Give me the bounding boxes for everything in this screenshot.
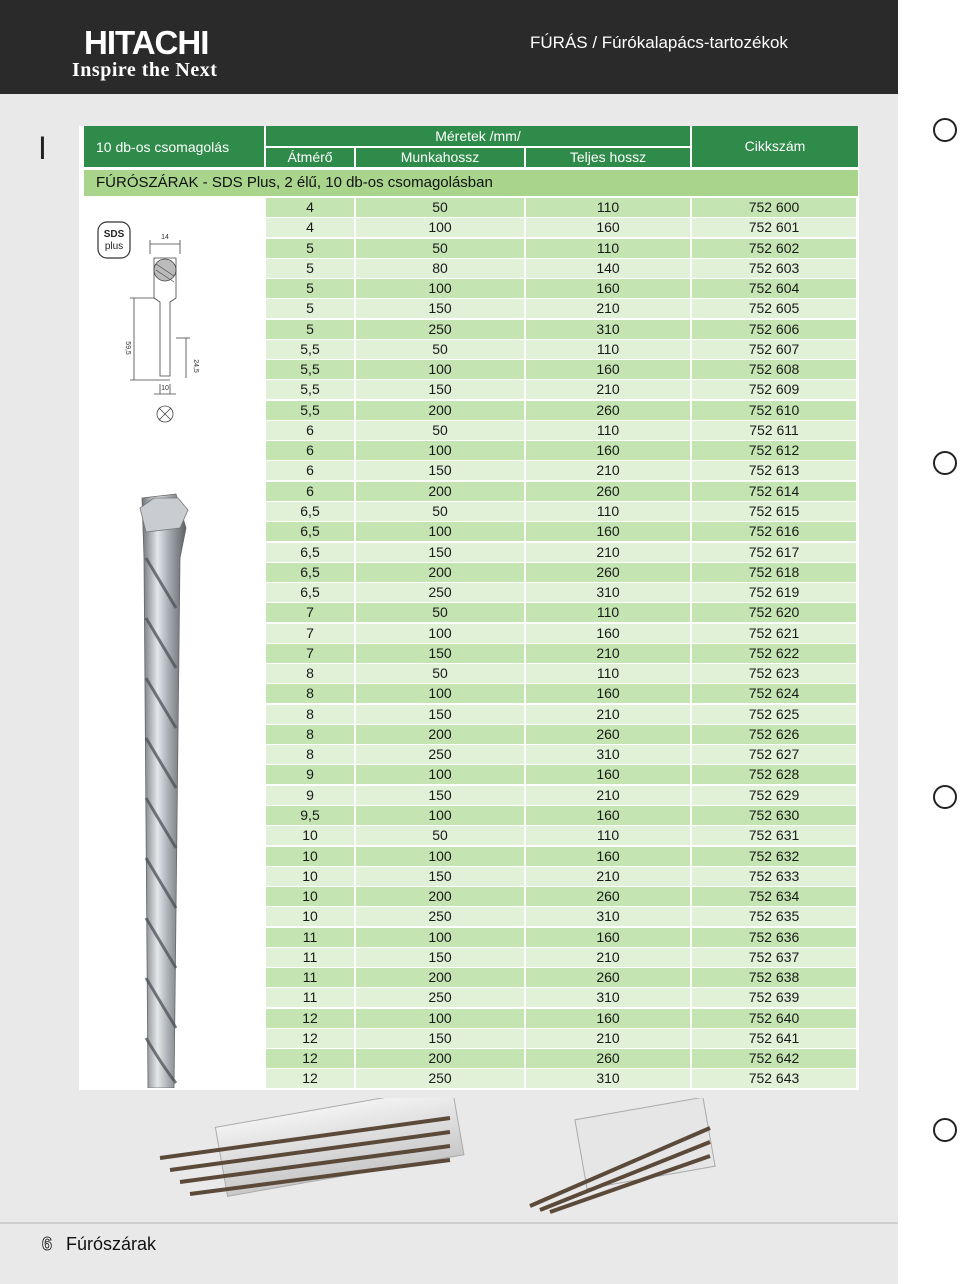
table-row bbox=[266, 1029, 858, 1048]
cell-diameter: 12 bbox=[266, 1049, 354, 1068]
cell-diameter: 6,5 bbox=[266, 543, 354, 562]
table-row bbox=[266, 1009, 858, 1028]
table-row bbox=[266, 380, 858, 399]
cell-diameter: 6,5 bbox=[266, 502, 354, 521]
table-row bbox=[266, 907, 858, 926]
cell-diameter: 10 bbox=[266, 847, 354, 866]
table-row bbox=[266, 482, 858, 501]
table-row bbox=[266, 1069, 858, 1088]
cell-diameter: 10 bbox=[266, 826, 354, 845]
cell-diameter: 11 bbox=[266, 988, 354, 1007]
table-row bbox=[266, 847, 858, 866]
table-row bbox=[266, 502, 858, 521]
cell-article: 752 625 bbox=[692, 705, 856, 724]
cell-diameter: 5 bbox=[266, 299, 354, 318]
cell-total-length: 160 bbox=[526, 522, 690, 541]
dim-label-top: 14 bbox=[161, 234, 169, 241]
cell-article: 752 622 bbox=[692, 644, 856, 663]
product-photo-right bbox=[520, 1098, 720, 1216]
cell-working-length: 100 bbox=[356, 806, 524, 825]
cell-working-length: 250 bbox=[356, 745, 524, 764]
sds-badge-line1: SDS bbox=[103, 229, 125, 240]
table-row bbox=[266, 218, 858, 237]
table-row bbox=[266, 928, 858, 947]
cell-total-length: 260 bbox=[526, 887, 690, 906]
cell-working-length: 100 bbox=[356, 928, 524, 947]
cell-diameter: 6 bbox=[266, 441, 354, 460]
cell-article: 752 610 bbox=[692, 401, 856, 420]
table-row bbox=[266, 340, 858, 359]
cell-working-length: 150 bbox=[356, 867, 524, 886]
cell-total-length: 140 bbox=[526, 259, 690, 278]
cell-diameter: 12 bbox=[266, 1009, 354, 1028]
cell-total-length: 260 bbox=[526, 563, 690, 582]
cell-total-length: 110 bbox=[526, 826, 690, 845]
cell-total-length: 310 bbox=[526, 988, 690, 1007]
cell-working-length: 50 bbox=[356, 826, 524, 845]
cell-working-length: 100 bbox=[356, 847, 524, 866]
cell-working-length: 150 bbox=[356, 461, 524, 480]
cell-article: 752 628 bbox=[692, 765, 856, 784]
table-row bbox=[266, 239, 858, 258]
cell-diameter: 9 bbox=[266, 765, 354, 784]
cell-article: 752 640 bbox=[692, 1009, 856, 1028]
cell-total-length: 260 bbox=[526, 482, 690, 501]
cell-total-length: 260 bbox=[526, 1049, 690, 1068]
col-header-total-length: Teljes hossz bbox=[526, 148, 690, 167]
cell-article: 752 613 bbox=[692, 461, 856, 480]
binder-hole-icon bbox=[933, 785, 957, 809]
cell-total-length: 260 bbox=[526, 725, 690, 744]
cell-article: 752 632 bbox=[692, 847, 856, 866]
table-row bbox=[266, 461, 858, 480]
cell-working-length: 150 bbox=[356, 644, 524, 663]
table-row bbox=[266, 867, 858, 886]
cell-article: 752 607 bbox=[692, 340, 856, 359]
cell-working-length: 100 bbox=[356, 441, 524, 460]
cell-total-length: 210 bbox=[526, 948, 690, 967]
cell-article: 752 637 bbox=[692, 948, 856, 967]
cell-diameter: 5,5 bbox=[266, 360, 354, 379]
table-row bbox=[266, 360, 858, 379]
cell-working-length: 150 bbox=[356, 786, 524, 805]
table-row bbox=[266, 968, 858, 987]
table-row bbox=[266, 624, 858, 643]
table-row bbox=[266, 543, 858, 562]
product-table bbox=[266, 198, 858, 1090]
cell-article: 752 616 bbox=[692, 522, 856, 541]
table-row bbox=[266, 765, 858, 784]
cell-total-length: 160 bbox=[526, 360, 690, 379]
pack-label: 10 db-os csomagolás bbox=[84, 126, 264, 167]
col-header-article: Cikkszám bbox=[692, 126, 858, 167]
cell-diameter: 9 bbox=[266, 786, 354, 805]
cell-diameter: 5 bbox=[266, 279, 354, 298]
cell-article: 752 601 bbox=[692, 218, 856, 237]
cell-total-length: 310 bbox=[526, 745, 690, 764]
cell-total-length: 210 bbox=[526, 786, 690, 805]
cell-working-length: 50 bbox=[356, 421, 524, 440]
cell-working-length: 150 bbox=[356, 705, 524, 724]
table-row bbox=[266, 279, 858, 298]
cell-working-length: 100 bbox=[356, 522, 524, 541]
cell-working-length: 100 bbox=[356, 218, 524, 237]
cell-working-length: 200 bbox=[356, 563, 524, 582]
cell-total-length: 260 bbox=[526, 401, 690, 420]
cell-working-length: 100 bbox=[356, 684, 524, 703]
drill-pack-photo-left bbox=[160, 1098, 464, 1196]
cell-working-length: 50 bbox=[356, 340, 524, 359]
cell-article: 752 615 bbox=[692, 502, 856, 521]
cell-total-length: 160 bbox=[526, 684, 690, 703]
cell-article: 752 612 bbox=[692, 441, 856, 460]
table-row bbox=[266, 320, 858, 339]
cell-diameter: 9,5 bbox=[266, 806, 354, 825]
cell-diameter: 7 bbox=[266, 603, 354, 622]
section-heading: FÚRÁS / Fúrókalapács-tartozékok bbox=[530, 33, 788, 52]
cell-diameter: 8 bbox=[266, 725, 354, 744]
cell-total-length: 160 bbox=[526, 1009, 690, 1028]
cell-diameter: 6 bbox=[266, 482, 354, 501]
cell-diameter: 5,5 bbox=[266, 401, 354, 420]
cell-working-length: 250 bbox=[356, 907, 524, 926]
table-row bbox=[266, 826, 858, 845]
cell-article: 752 620 bbox=[692, 603, 856, 622]
table-row bbox=[266, 1049, 858, 1068]
binder-hole-icon bbox=[933, 451, 957, 475]
cell-article: 752 609 bbox=[692, 380, 856, 399]
table-row bbox=[266, 259, 858, 278]
col-header-working-length: Munkahossz bbox=[356, 148, 524, 167]
cell-article: 752 634 bbox=[692, 887, 856, 906]
cell-total-length: 210 bbox=[526, 705, 690, 724]
cell-total-length: 210 bbox=[526, 543, 690, 562]
cell-diameter: 10 bbox=[266, 887, 354, 906]
cell-article: 752 600 bbox=[692, 198, 856, 217]
cell-article: 752 611 bbox=[692, 421, 856, 440]
cell-diameter: 4 bbox=[266, 218, 354, 237]
page-header bbox=[0, 0, 898, 94]
cell-diameter: 7 bbox=[266, 644, 354, 663]
cell-total-length: 160 bbox=[526, 624, 690, 643]
binder-hole-icon bbox=[933, 1118, 957, 1142]
cell-working-length: 50 bbox=[356, 664, 524, 683]
table-row bbox=[266, 786, 858, 805]
cell-total-length: 310 bbox=[526, 583, 690, 602]
chapter-letter: I bbox=[38, 130, 47, 166]
cell-article: 752 605 bbox=[692, 299, 856, 318]
table-row bbox=[266, 198, 858, 217]
cell-article: 752 608 bbox=[692, 360, 856, 379]
drill-bit-illustration bbox=[84, 198, 264, 1088]
cell-article: 752 624 bbox=[692, 684, 856, 703]
cell-article: 752 602 bbox=[692, 239, 856, 258]
cell-working-length: 50 bbox=[356, 603, 524, 622]
page-number: 6 bbox=[42, 1234, 53, 1254]
cell-total-length: 160 bbox=[526, 218, 690, 237]
table-row bbox=[266, 441, 858, 460]
cell-total-length: 210 bbox=[526, 1029, 690, 1048]
table-row bbox=[266, 401, 858, 420]
cell-diameter: 5 bbox=[266, 320, 354, 339]
cell-working-length: 50 bbox=[356, 502, 524, 521]
cell-article: 752 639 bbox=[692, 988, 856, 1007]
table-row bbox=[266, 603, 858, 622]
cell-working-length: 100 bbox=[356, 765, 524, 784]
cell-working-length: 200 bbox=[356, 968, 524, 987]
cell-total-length: 160 bbox=[526, 441, 690, 460]
cell-diameter: 5,5 bbox=[266, 380, 354, 399]
cell-article: 752 617 bbox=[692, 543, 856, 562]
table-row bbox=[266, 948, 858, 967]
cell-working-length: 250 bbox=[356, 1069, 524, 1088]
cell-working-length: 100 bbox=[356, 1009, 524, 1028]
cell-article: 752 626 bbox=[692, 725, 856, 744]
cell-article: 752 606 bbox=[692, 320, 856, 339]
cell-article: 752 619 bbox=[692, 583, 856, 602]
cell-diameter: 6,5 bbox=[266, 583, 354, 602]
table-row bbox=[266, 745, 858, 764]
cell-working-length: 100 bbox=[356, 624, 524, 643]
cell-article: 752 643 bbox=[692, 1069, 856, 1088]
cell-article: 752 614 bbox=[692, 482, 856, 501]
dim-label-left: 59,5 bbox=[124, 341, 131, 355]
cell-total-length: 310 bbox=[526, 907, 690, 926]
table-row bbox=[266, 664, 858, 683]
table-row bbox=[266, 806, 858, 825]
cell-total-length: 210 bbox=[526, 461, 690, 480]
product-section-title: FÚRÓSZÁRAK - SDS Plus, 2 élű, 10 db-os csomagolásban bbox=[84, 170, 858, 196]
cell-total-length: 160 bbox=[526, 806, 690, 825]
dim-label-bottom: 10 bbox=[161, 385, 169, 392]
cell-working-length: 150 bbox=[356, 543, 524, 562]
cell-total-length: 160 bbox=[526, 928, 690, 947]
cell-working-length: 200 bbox=[356, 725, 524, 744]
cell-article: 752 642 bbox=[692, 1049, 856, 1068]
cell-article: 752 603 bbox=[692, 259, 856, 278]
cell-working-length: 200 bbox=[356, 887, 524, 906]
table-row bbox=[266, 522, 858, 541]
cell-working-length: 200 bbox=[356, 1049, 524, 1068]
cell-diameter: 8 bbox=[266, 664, 354, 683]
cell-working-length: 150 bbox=[356, 948, 524, 967]
cell-total-length: 260 bbox=[526, 968, 690, 987]
cell-total-length: 110 bbox=[526, 664, 690, 683]
cell-diameter: 5 bbox=[266, 239, 354, 258]
cell-diameter: 11 bbox=[266, 968, 354, 987]
table-row bbox=[266, 887, 858, 906]
cell-diameter: 5,5 bbox=[266, 340, 354, 359]
cell-diameter: 12 bbox=[266, 1029, 354, 1048]
binder-margin bbox=[898, 0, 960, 1284]
cell-article: 752 618 bbox=[692, 563, 856, 582]
cell-working-length: 150 bbox=[356, 380, 524, 399]
cell-total-length: 210 bbox=[526, 299, 690, 318]
table-row bbox=[266, 725, 858, 744]
cell-diameter: 11 bbox=[266, 948, 354, 967]
table-row bbox=[266, 705, 858, 724]
cell-article: 752 641 bbox=[692, 1029, 856, 1048]
cell-total-length: 110 bbox=[526, 502, 690, 521]
binder-hole-icon bbox=[933, 118, 957, 142]
cell-diameter: 8 bbox=[266, 745, 354, 764]
cell-total-length: 310 bbox=[526, 320, 690, 339]
cell-total-length: 160 bbox=[526, 765, 690, 784]
cell-diameter: 12 bbox=[266, 1069, 354, 1088]
footer-divider bbox=[0, 1222, 898, 1224]
cell-diameter: 8 bbox=[266, 705, 354, 724]
col-header-diameter: Átmérő bbox=[266, 148, 354, 167]
cell-total-length: 310 bbox=[526, 1069, 690, 1088]
cell-working-length: 150 bbox=[356, 1029, 524, 1048]
table-row bbox=[266, 583, 858, 602]
brand-logo: HITACHI bbox=[84, 24, 209, 61]
cell-total-length: 210 bbox=[526, 867, 690, 886]
cell-total-length: 160 bbox=[526, 847, 690, 866]
cell-article: 752 627 bbox=[692, 745, 856, 764]
cell-total-length: 110 bbox=[526, 340, 690, 359]
cell-diameter: 6 bbox=[266, 461, 354, 480]
cell-total-length: 110 bbox=[526, 603, 690, 622]
cell-article: 752 604 bbox=[692, 279, 856, 298]
cell-working-length: 250 bbox=[356, 988, 524, 1007]
cell-article: 752 636 bbox=[692, 928, 856, 947]
cell-working-length: 50 bbox=[356, 239, 524, 258]
cell-article: 752 629 bbox=[692, 786, 856, 805]
table-row bbox=[266, 684, 858, 703]
cell-article: 752 621 bbox=[692, 624, 856, 643]
brand-tagline: Inspire the Next bbox=[72, 59, 218, 81]
footer-label: Fúrószárak bbox=[66, 1234, 157, 1254]
cell-diameter: 4 bbox=[266, 198, 354, 217]
cell-working-length: 150 bbox=[356, 299, 524, 318]
cell-working-length: 200 bbox=[356, 482, 524, 501]
cell-total-length: 110 bbox=[526, 198, 690, 217]
cell-diameter: 6,5 bbox=[266, 563, 354, 582]
table-row bbox=[266, 299, 858, 318]
cell-diameter: 6 bbox=[266, 421, 354, 440]
cell-article: 752 630 bbox=[692, 806, 856, 825]
cell-diameter: 8 bbox=[266, 684, 354, 703]
cell-working-length: 200 bbox=[356, 401, 524, 420]
table-row bbox=[266, 988, 858, 1007]
cell-working-length: 100 bbox=[356, 279, 524, 298]
cell-working-length: 250 bbox=[356, 320, 524, 339]
cell-diameter: 11 bbox=[266, 928, 354, 947]
cell-working-length: 100 bbox=[356, 360, 524, 379]
cell-total-length: 110 bbox=[526, 239, 690, 258]
cell-article: 752 631 bbox=[692, 826, 856, 845]
cell-article: 752 635 bbox=[692, 907, 856, 926]
cell-diameter: 10 bbox=[266, 867, 354, 886]
cell-total-length: 210 bbox=[526, 380, 690, 399]
cell-working-length: 250 bbox=[356, 583, 524, 602]
table-row bbox=[266, 644, 858, 663]
cell-diameter: 6,5 bbox=[266, 522, 354, 541]
cell-article: 752 638 bbox=[692, 968, 856, 987]
table-row bbox=[266, 421, 858, 440]
cell-diameter: 10 bbox=[266, 907, 354, 926]
cell-diameter: 7 bbox=[266, 624, 354, 643]
dim-label-right: 24,5 bbox=[192, 359, 199, 373]
cell-working-length: 80 bbox=[356, 259, 524, 278]
table-row bbox=[266, 563, 858, 582]
cell-article: 752 633 bbox=[692, 867, 856, 886]
cell-working-length: 50 bbox=[356, 198, 524, 217]
cell-diameter: 5 bbox=[266, 259, 354, 278]
cell-article: 752 623 bbox=[692, 664, 856, 683]
cell-total-length: 210 bbox=[526, 644, 690, 663]
sds-badge-line2: plus bbox=[104, 241, 124, 252]
cell-total-length: 110 bbox=[526, 421, 690, 440]
cell-total-length: 160 bbox=[526, 279, 690, 298]
dimensions-header: Méretek /mm/ bbox=[266, 126, 690, 146]
